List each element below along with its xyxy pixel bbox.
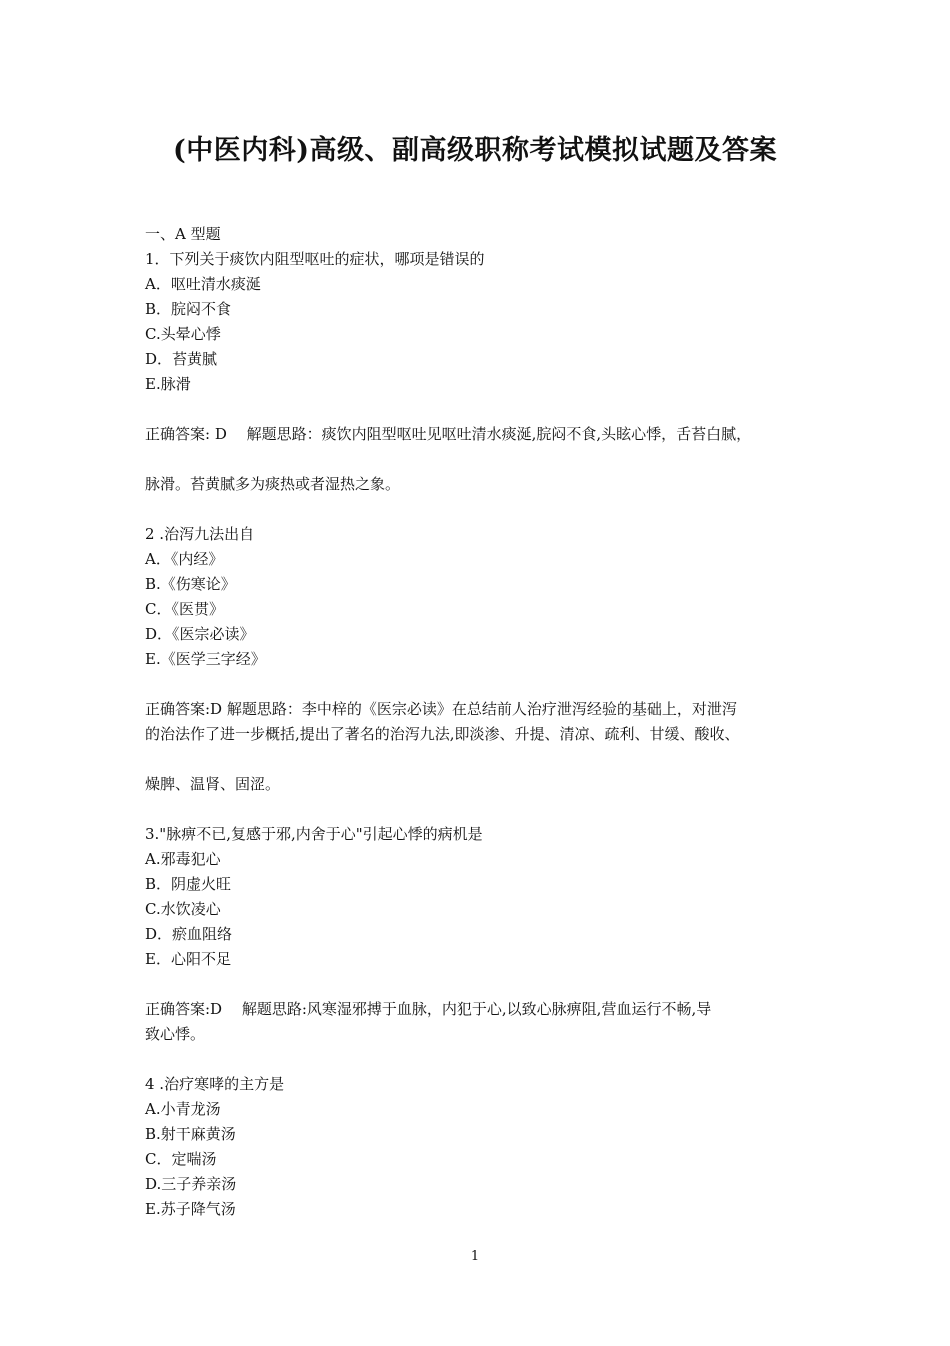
option-a: A.小青龙汤 xyxy=(145,1100,221,1118)
page-number: 1 xyxy=(470,1249,480,1264)
spacer xyxy=(145,972,825,997)
option-a: A.邪毒犯心 xyxy=(145,850,221,868)
option-d: D．《医宗必读》 xyxy=(145,625,255,643)
question-stem: 1．下列关于痰饮内阻型呕吐的症状，哪项是错误的 xyxy=(145,250,485,268)
question-stem: 2 .治泻九法出自 xyxy=(145,525,255,543)
document-title: (中医内科)高级、副高级职称考试模拟试题及答案 xyxy=(172,135,778,166)
option-b: B.《伤寒论》 xyxy=(145,575,236,593)
spacer xyxy=(145,397,825,422)
answer-line: 燥脾、温肾、固涩。 xyxy=(145,775,281,793)
option-c: C．《医贯》 xyxy=(145,600,224,618)
question-stem: 3."脉痹不已,复感于邪,内舍于心"引起心悸的病机是 xyxy=(145,825,483,843)
option-b: B．脘闷不食 xyxy=(145,300,232,318)
option-e: E.苏子降气汤 xyxy=(145,1200,236,1218)
option-e: E.脉滑 xyxy=(145,375,191,393)
option-a: A．《内经》 xyxy=(145,550,224,568)
answer-line: 正确答案: D 解题思路：痰饮内阻型呕吐见呕吐清水痰涎,脘闷不食,头眩心悸，舌苔白腻， xyxy=(145,425,752,443)
option-b: B．阴虚火旺 xyxy=(145,875,232,893)
document-body xyxy=(145,222,825,1222)
spacer xyxy=(145,672,825,697)
section-heading: 一、A 型题 xyxy=(145,225,221,243)
spacer xyxy=(145,1047,825,1072)
option-a: A．呕吐清水痰涎 xyxy=(145,275,261,293)
question-stem: 4 .治疗寒哮的主方是 xyxy=(145,1075,285,1093)
answer-line: 的治法作了进一步概括,提出了著名的治泻九法,即淡渗、升提、清凉、疏利、甘缓、酸收、 xyxy=(145,725,740,743)
option-e: E.《医学三字经》 xyxy=(145,650,266,668)
option-d: D．瘀血阻络 xyxy=(145,925,233,943)
option-d: D．苔黄腻 xyxy=(145,350,218,368)
answer-line: 正确答案:D 解题思路：李中梓的《医宗必读》在总结前人治疗泄泻经验的基础上，对泄泻 xyxy=(145,700,737,718)
option-c: C．定喘汤 xyxy=(145,1150,217,1168)
question-1 xyxy=(145,247,825,497)
option-d: D.三子养亲汤 xyxy=(145,1175,237,1193)
answer-line: 脉滑。苔黄腻多为痰热或者湿热之象。 xyxy=(145,475,401,493)
answer-line xyxy=(145,447,825,472)
option-b: B.射干麻黄汤 xyxy=(145,1125,236,1143)
spacer xyxy=(145,797,825,822)
answer-line xyxy=(145,747,825,772)
question-3 xyxy=(145,822,825,1047)
answer-line: 正确答案:D 解题思路:风寒湿邪搏于血脉，内犯于心,以致心脉痹阻,营血运行不畅,导 xyxy=(145,1000,712,1018)
answer-line: 致心悸。 xyxy=(145,1025,206,1043)
spacer xyxy=(145,497,825,522)
question-4 xyxy=(145,1072,825,1222)
question-2 xyxy=(145,522,825,797)
option-c: C.水饮凌心 xyxy=(145,900,221,918)
option-c: C.头晕心悸 xyxy=(145,325,221,343)
option-e: E．心阳不足 xyxy=(145,950,231,968)
